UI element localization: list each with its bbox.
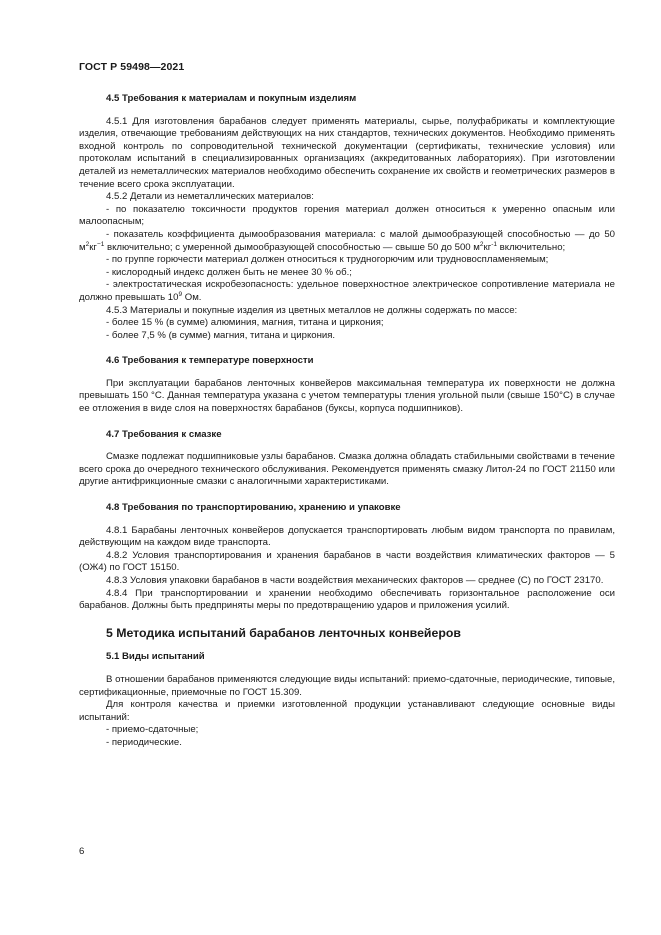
paragraph-4-5-1: 4.5.1 Для изготовления барабанов следует применять материалы, сырье, полуфабрикаты и комплектующие изделия, отвечающие требованиям действующих на них стандартов, технических документов. Необходимо применять входной контроль по сопроводительной технической документации (сертификаты, технические условия) или протоколам испытаний в специализированных организациях (аккредитованных лабораториях). При изготовлении деталей из неметаллических материалов необходимо обеспечить сохранение их свойств и геометрических размеров в течение всего срока эксплуатации.	[79, 115, 615, 190]
section-4-8-title: 4.8 Требования по транспортированию, хранению и упаковке	[106, 502, 401, 514]
document-header: ГОСТ Р 59498—2021	[79, 61, 185, 73]
section-5-1-title: 5.1 Виды испытаний	[106, 651, 205, 663]
section-4-7-title: 4.7 Требования к смазке	[106, 428, 222, 440]
paragraph-4-8-1: 4.8.1 Барабаны ленточных конвейеров допускается транспортировать любым видом транспорта по правилам, действующим на каждом виде транспорта.	[79, 524, 615, 549]
paragraph-4-5-2: 4.5.2 Детали из неметаллических материалов:	[106, 191, 314, 203]
paragraph-4-8-3: 4.8.3 Условия упаковки барабанов в части воздействия механических факторов — среднее (С) по ГОСТ 23170.	[106, 575, 604, 586]
page-number: 6	[79, 846, 85, 857]
section-4-6-title: 4.6 Требования к температуре поверхности	[106, 355, 314, 367]
list-item-oxygen-index: - кислородный индекс должен быть не менее 30 % об.;	[106, 266, 352, 278]
list-item-smoke: - показатель коэффициента дымообразования материала: с малой дымообразующей способностью — до 50 $м^2кг^{-1}$ включительно; с умеренной дымообразующей способностью — свыше 50 до 500 $м^2кг^{-1}$ включительно;	[79, 228, 615, 253]
list-item-toxicity: - по показателю токсичности продуктов горения материал должен относиться к умеренно опасным или малоопасным;	[79, 203, 615, 228]
list-item-metals-1: - более 15 % (в сумме) алюминия, магния, титана и циркония;	[106, 317, 384, 329]
section-4-5-title: 4.5 Требования к материалам и покупным изделиям	[106, 93, 357, 104]
list-item-acceptance: - приемо-сдаточные;	[106, 724, 199, 736]
paragraph-5-1-b: Для контроля качества и приемки изготовленной продукции устанавливают следующие основные виды испытаний:	[79, 699, 615, 723]
paragraph-4-5-3: 4.5.3 Материалы и покупные изделия из цветных металлов не должны содержать по массе:	[106, 304, 518, 316]
paragraph-4-7: Смазке подлежат подшипниковые узлы барабанов. Смазка должна обладать стабильными свойствами в течение всего срока до очередного технического обслуживания. Рекомендуется применять смазку Литол-24 по ГОСТ 21150 или другие антифрикционные смазки с аналогичными характеристиками.	[79, 451, 615, 488]
paragraph-4-8-4: 4.8.4 При транспортировании и хранении необходимо обеспечивать горизонтальное расположение оси барабанов. Должны быть предприняты меры по предотвращению ударов и приложения усилий.	[79, 587, 615, 612]
list-item-metals-2: - более 7,5 % (в сумме) магния, титана и циркония.	[106, 329, 336, 341]
document-body	[79, 86, 615, 750]
paragraph-4-6: При эксплуатации барабанов ленточных конвейеров максимальная температура их поверхности не должна превышать 150 °С. Данная температура указана с учетом температуры тления угольной пыли (свыше 150°С) в случае ее отложения в виде слоя на поверхностях барабанов (буксы, корпуса подшипников).	[79, 377, 615, 415]
paragraph-4-8-2: 4.8.2 Условия транспортирования и хранения барабанов в части воздействия климатических факторов — 5 (ОЖ4) по ГОСТ 15150.	[79, 549, 615, 574]
list-item-electrostatic: - электростатическая искробезопасность: удельное поверхностное электрическое сопротивление материала не должно превышать $10^9$ Ом.	[79, 279, 615, 303]
section-5-title: 5 Методика испытаний барабанов ленточных конвейеров	[106, 625, 461, 640]
paragraph-5-1-a: В отношении барабанов применяются следующие виды испытаний: приемо-сдаточные, периодические, типовые, сертификационные, приемочные по ГОСТ 15.309.	[79, 673, 615, 698]
list-item-periodic: - периодические.	[106, 736, 182, 748]
list-item-flammability: - по группе горючести материал должен относиться к трудногорючим или трудновоспламеняемым;	[106, 254, 549, 266]
